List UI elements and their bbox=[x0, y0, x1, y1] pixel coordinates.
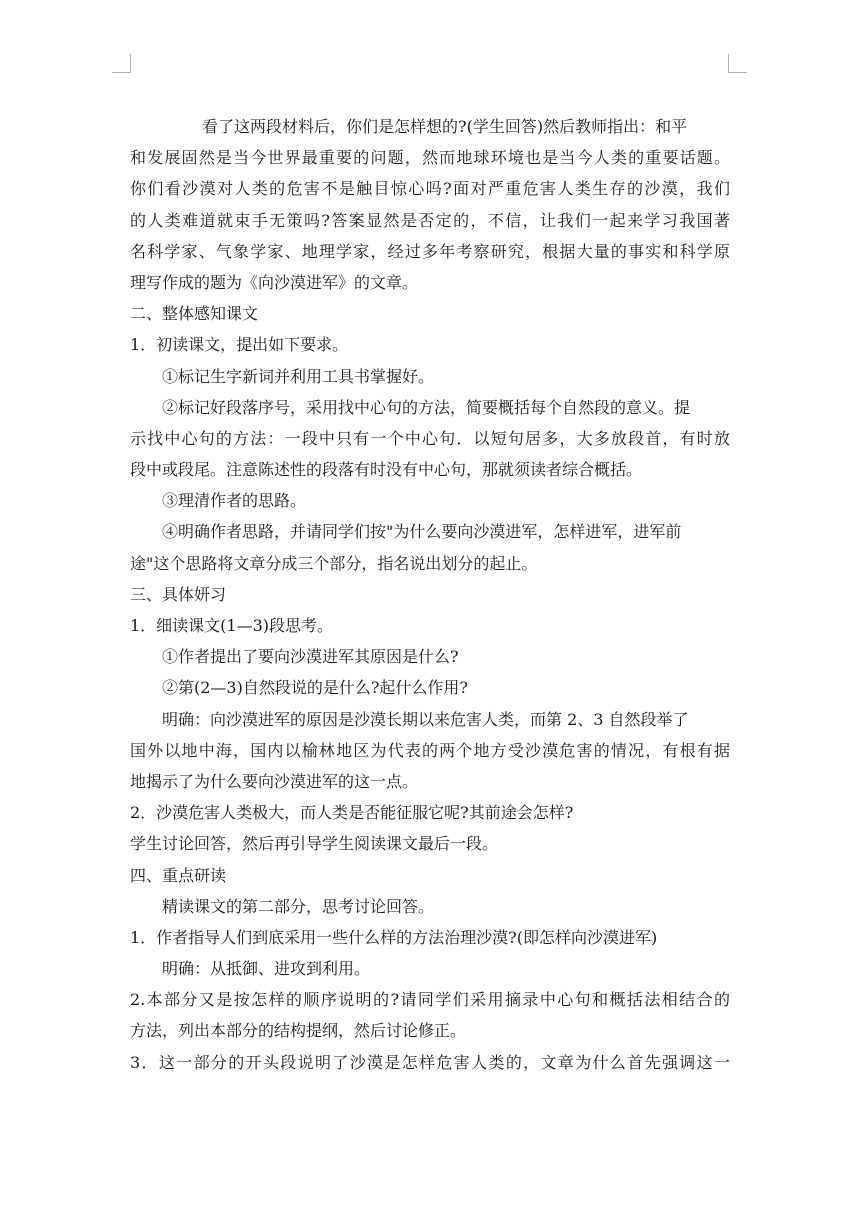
paragraph-line: 的人类难道就束手无策吗?答案显然是否定的，不信，让我们一起来学习我国著 bbox=[130, 210, 730, 230]
list-item: 3．这一部分的开头段说明了沙漠是怎样危害人类的，文章为什么首先强调这一 bbox=[130, 1052, 730, 1072]
paragraph-line: 和发展固然是当今世界最重要的问题，然而地球环境也是当今人类的重要话题。 bbox=[130, 148, 730, 168]
paragraph-line: 你们看沙漠对人类的危害不是触目惊心吗?面对严重危害人类生存的沙漠，我们 bbox=[130, 179, 730, 199]
paragraph-line: 示找中心句的方法：一段中只有一个中心句．以短句居多，大多放段首，有时放 bbox=[130, 428, 730, 448]
paragraph-line: 学生讨论回答，然后再引导学生阅读课文最后一段。 bbox=[130, 834, 499, 854]
section-heading: 二、整体感知课文 bbox=[130, 304, 259, 324]
list-item: 1．细读课文(1—3)段思考。 bbox=[130, 616, 334, 635]
document-body bbox=[130, 111, 730, 1078]
paragraph-line: 名科学家、气象学家、地理学家，经过多年考察研究，根据大量的事实和科学原 bbox=[130, 241, 730, 261]
list-item: 2．沙漠危害人类极大，而人类是否能征服它呢?其前途会怎样? bbox=[130, 803, 574, 823]
list-item: 1．初读课文，提出如下要求。 bbox=[130, 335, 349, 355]
paragraph-line: 看了这两段材料后，你们是怎样想的?(学生回答)然后教师指出：和平 bbox=[202, 117, 688, 136]
list-item: 1．作者指导人们到底采用一些什么样的方法治理沙漠?(即怎样向沙漠进军) bbox=[130, 927, 658, 947]
list-item: ②第(2—3)自然段说的是什么?起什么作用? bbox=[162, 678, 469, 698]
paragraph-line: 途"这个思路将文章分成三个部分，指名说出划分的起止。 bbox=[130, 553, 538, 573]
page-corner-mark-left bbox=[112, 54, 131, 73]
list-item: ④明确作者思路，并请同学们按"为什么要向沙漠进军，怎样进军，进军前 bbox=[162, 522, 682, 542]
section-heading: 四、重点研读 bbox=[130, 865, 227, 885]
paragraph-line: 国外以地中海，国内以榆林地区为代表的两个地方受沙漠危害的情况，有根有据 bbox=[130, 740, 730, 760]
list-item: ①标记生字新词并利用工具书掌握好。 bbox=[162, 366, 435, 386]
paragraph-line: 段中或段尾。注意陈述性的段落有时没有中心句，那就须读者综合概括。 bbox=[130, 460, 643, 480]
list-item: 2.本部分又是按怎样的顺序说明的?请同学们采用摘录中心句和概括法相结合的 bbox=[130, 990, 730, 1010]
list-item: ③理清作者的思路。 bbox=[162, 491, 307, 511]
section-heading: 三、具体妍习 bbox=[130, 584, 227, 604]
paragraph-line: 明确：向沙漠进军的原因是沙漠长期以来危害人类，而第 2、3 自然段举了 bbox=[162, 709, 689, 729]
paragraph-line: 方法，列出本部分的结构提纲，然后讨论修正。 bbox=[130, 1021, 467, 1041]
paragraph-line: 明确：从抵御、进攻到利用。 bbox=[162, 959, 371, 979]
paragraph-line: 精读课文的第二部分，思考讨论回答。 bbox=[162, 896, 435, 916]
list-item: ②标记好段落序号，采用找中心句的方法，简要概括每个自然段的意义。提 bbox=[162, 397, 691, 417]
paragraph-line: 理写作成的题为《向沙漠进军》的文章。 bbox=[130, 272, 419, 292]
paragraph-line: 地揭示了为什么要向沙漠进军的这一点。 bbox=[130, 771, 419, 791]
page-corner-mark-right bbox=[728, 54, 747, 73]
list-item: ①作者提出了要向沙漠进军其原因是什么? bbox=[162, 647, 459, 667]
